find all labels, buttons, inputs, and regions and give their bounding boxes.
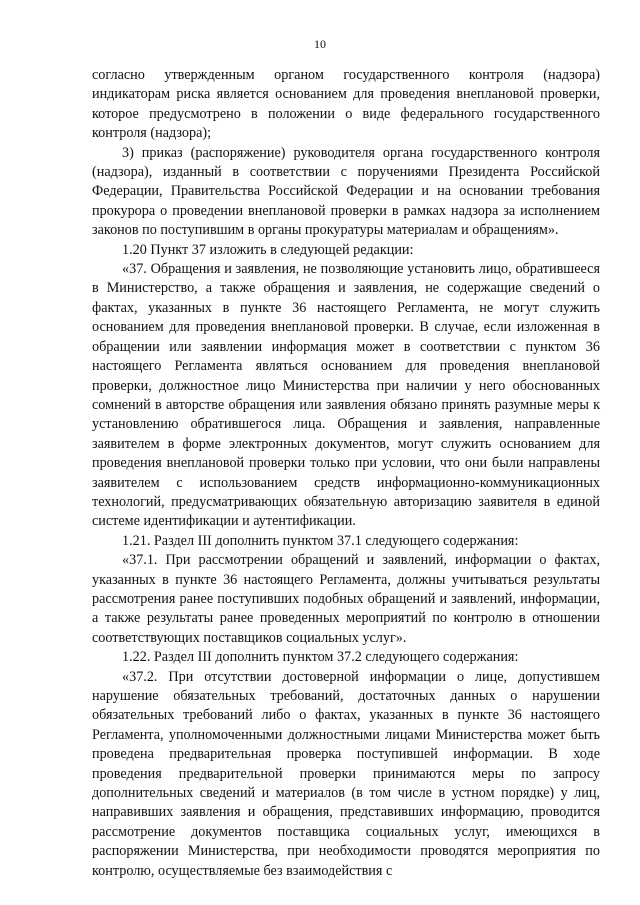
paragraph-amendment-1-20: 1.20 Пункт 37 изложить в следующей редакции: [122, 241, 414, 258]
paragraph-amendment-1-22: 1.22. Раздел III дополнить пунктом 37.2 следующего содержания: [122, 649, 519, 666]
page-number: 10 [314, 37, 326, 51]
paragraph-clause-37-1: «37.1. При рассмотрении обращений и заявлений, информации о фактах, указанных в пункте 36 настоящего Регламента, должны учитываться результаты рассмотрения ранее поступивших подобных обращений и заявлений, информации, а также результаты ранее проведенных мероприятий по контролю в отношении соответствующих поставщиков социальных услуг». [92, 552, 600, 646]
paragraph-clause-37-2: «37.2. При отсутствии достоверной информации о лице, допустившем нарушение обязательных требований, достаточных данных о нарушении обязательных требований либо о фактах, указанных в пункте 36 настоящего Регламента, уполномоченными должностными лицами Министерства может быть проведена предварительная проверка поступившей информации. В ходе проведения предварительной проверки принимаются меры по запросу дополнительных сведений и материалов (в том числе в устном порядке) у лиц, направивших заявления и обращения, представивших информацию, проводится рассмотрение документов поставщика социальных услуг, имеющихся в распоряжении Министерства, при необходимости проводятся мероприятия по контролю, осуществляемые без взаимодействия с [92, 668, 600, 879]
paragraph-amendment-1-21: 1.21. Раздел III дополнить пунктом 37.1 следующего содержания: [122, 532, 519, 549]
paragraph-continuation: согласно утвержденным органом государственного контроля (надзора) индикаторам риска является основанием для проведения внеплановой проверки, которое предусмотрено в положении о виде федерального государственного контроля (надзора); [92, 67, 600, 142]
paragraph-item-3: 3) приказ (распоряжение) руководителя органа государственного контроля (надзора), изданный в соответствии с поручениями Президента Российской Федерации, Правительства Российской Федерации и на основании требования прокурора о проведении внеплановой проверки в рамках надзора за исполнением законов по поступившим в органы прокуратуры материалам и обращениям». [92, 144, 600, 239]
paragraph-clause-37: «37. Обращения и заявления, не позволяющие установить лицо, обратившееся в Министерство, а также обращения и заявления, не содержащие сведений о фактах, указанных в пункте 36 настоящего Регламента, не могут служить основанием для проведения внеплановой проверки. В случае, если изложенная в обращении или заявлении информация может в соответствии с пунктом 36 настоящего Регламента являться основанием для проведения внеплановой проверки, должностное лицо Министерства при наличии у него обоснованных сомнений в авторстве обращения или заявления обязано принять разумные меры к установлению обратившегося лица. Обращения и заявления, направленные заявителем в форме электронных документов, могут служить основанием для проведения внеплановой проверки только при условии, что они были направлены заявителем с использованием средств информационно-коммуникационных технологий, предусматривающих обязательную авторизацию заявителя в единой системе идентификации и аутентификации. [92, 261, 600, 530]
document-body [92, 66, 600, 881]
